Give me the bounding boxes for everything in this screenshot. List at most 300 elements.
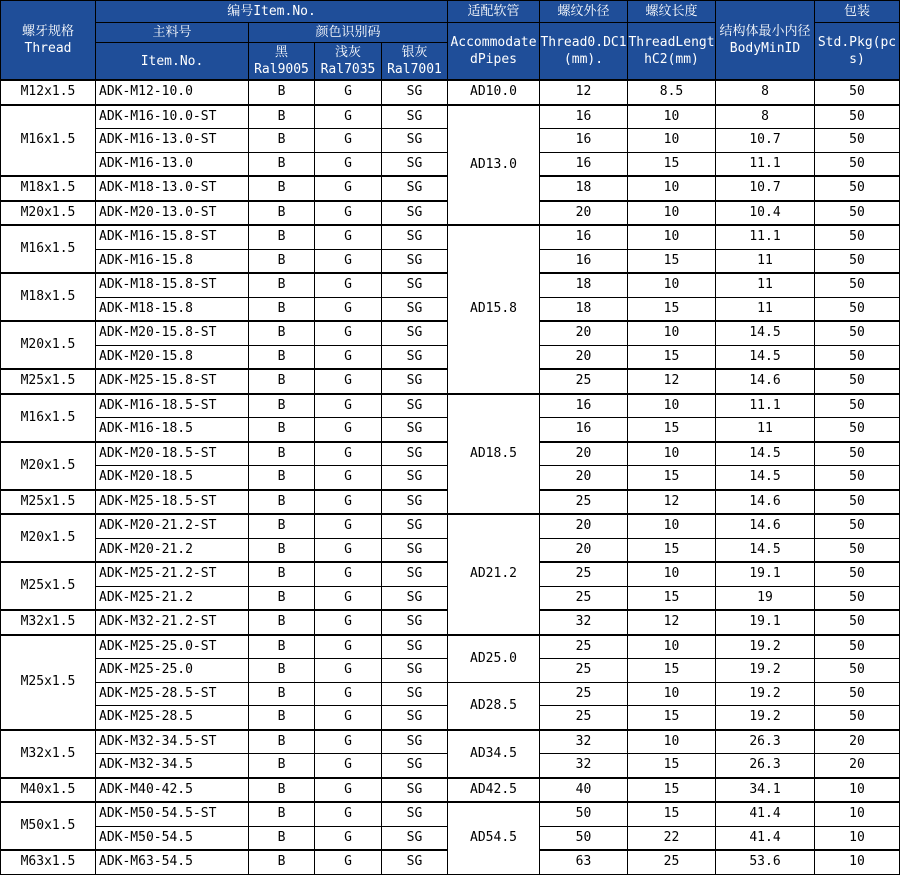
color-lightgray-cell: G: [315, 394, 382, 418]
item-no-cell: ADK-M32-21.2-ST: [96, 610, 249, 635]
thread-od-cell: 16: [540, 105, 628, 129]
thread-spec-cell: M20x1.5: [1, 201, 96, 226]
color-silver-cell: SG: [382, 129, 448, 153]
color-silver-cell: SG: [382, 635, 448, 659]
body-min-id-cell: 26.3: [716, 730, 815, 754]
std-pkg-cell: 50: [815, 321, 900, 345]
thread-length-cell: 10: [628, 129, 716, 153]
body-min-id-cell: 19.1: [716, 610, 815, 635]
color-silver-cell: SG: [382, 826, 448, 850]
color-silver-cell: SG: [382, 659, 448, 683]
thread-length-cell: 15: [628, 778, 716, 803]
std-pkg-cell: 50: [815, 249, 900, 273]
std-pkg-cell: 50: [815, 586, 900, 610]
item-no-cell: ADK-M20-15.8-ST: [96, 321, 249, 345]
color-lightgray-cell: G: [315, 105, 382, 129]
header-pkg-cn: 包装: [815, 1, 900, 23]
std-pkg-cell: 50: [815, 659, 900, 683]
header-main-item-cn: 主料号: [96, 23, 249, 43]
color-black-cell: B: [249, 176, 315, 201]
color-silver-cell: SG: [382, 297, 448, 321]
color-lightgray-cell: G: [315, 418, 382, 442]
table-row: [1, 105, 900, 129]
thread-od-cell: 20: [540, 442, 628, 466]
color-silver-cell: SG: [382, 562, 448, 586]
color-black-cell: B: [249, 418, 315, 442]
header-color-silver-cn: 银灰: [401, 45, 428, 60]
thread-length-cell: 15: [628, 345, 716, 369]
color-black-cell: B: [249, 802, 315, 826]
thread-length-cell: 10: [628, 682, 716, 706]
thread-length-cell: 15: [628, 706, 716, 730]
color-lightgray-cell: G: [315, 369, 382, 394]
color-lightgray-cell: G: [315, 466, 382, 490]
accommodated-pipe-cell: AD42.5: [448, 778, 540, 803]
thread-od-cell: 25: [540, 490, 628, 515]
thread-length-cell: 15: [628, 754, 716, 778]
color-silver-cell: SG: [382, 394, 448, 418]
item-no-cell: ADK-M32-34.5-ST: [96, 730, 249, 754]
color-lightgray-cell: G: [315, 826, 382, 850]
color-silver-cell: SG: [382, 249, 448, 273]
body-min-id-cell: 19.2: [716, 706, 815, 730]
thread-length-cell: 12: [628, 610, 716, 635]
thread-od-cell: 25: [540, 682, 628, 706]
accommodated-pipe-cell: AD18.5: [448, 394, 540, 515]
std-pkg-cell: 50: [815, 297, 900, 321]
thread-length-cell: 22: [628, 826, 716, 850]
table-row: [1, 682, 900, 706]
std-pkg-cell: 50: [815, 562, 900, 586]
color-black-cell: B: [249, 201, 315, 226]
item-no-cell: ADK-M20-18.5-ST: [96, 442, 249, 466]
body-min-id-cell: 41.4: [716, 802, 815, 826]
std-pkg-cell: 50: [815, 682, 900, 706]
color-silver-cell: SG: [382, 273, 448, 297]
thread-od-cell: 25: [540, 635, 628, 659]
body-min-id-cell: 14.5: [716, 442, 815, 466]
item-no-cell: ADK-M16-10.0-ST: [96, 105, 249, 129]
color-lightgray-cell: G: [315, 682, 382, 706]
color-silver-cell: SG: [382, 466, 448, 490]
item-no-cell: ADK-M50-54.5-ST: [96, 802, 249, 826]
color-black-cell: B: [249, 442, 315, 466]
std-pkg-cell: 20: [815, 730, 900, 754]
thread-od-cell: 16: [540, 394, 628, 418]
thread-od-cell: 50: [540, 826, 628, 850]
header-thread: [1, 1, 96, 81]
table-row: [1, 730, 900, 754]
body-min-id-cell: 11.1: [716, 152, 815, 176]
body-min-id-cell: 14.5: [716, 466, 815, 490]
color-lightgray-cell: G: [315, 514, 382, 538]
std-pkg-cell: 50: [815, 345, 900, 369]
header-color-black-ral: Ral9005: [254, 62, 309, 77]
header-len-en: ThreadLengthC2(mm): [628, 23, 716, 81]
thread-od-cell: 25: [540, 706, 628, 730]
thread-od-cell: 18: [540, 273, 628, 297]
std-pkg-cell: 50: [815, 706, 900, 730]
header-item-group: 编号Item.No.: [96, 1, 448, 23]
color-silver-cell: SG: [382, 514, 448, 538]
thread-od-cell: 32: [540, 754, 628, 778]
header-pipes-en: AccommodatedPipes: [448, 23, 540, 81]
color-lightgray-cell: G: [315, 442, 382, 466]
color-lightgray-cell: G: [315, 273, 382, 297]
std-pkg-cell: 50: [815, 394, 900, 418]
header-pipes-cn: 适配软管: [448, 1, 540, 23]
color-lightgray-cell: G: [315, 490, 382, 515]
body-min-id-cell: 10.4: [716, 201, 815, 226]
color-black-cell: B: [249, 514, 315, 538]
header-main-item-en: Item.No.: [96, 43, 249, 81]
item-no-cell: ADK-M25-15.8-ST: [96, 369, 249, 394]
item-no-cell: ADK-M16-15.8: [96, 249, 249, 273]
color-silver-cell: SG: [382, 802, 448, 826]
color-black-cell: B: [249, 152, 315, 176]
color-black-cell: B: [249, 754, 315, 778]
color-black-cell: B: [249, 850, 315, 874]
body-min-id-cell: 11: [716, 273, 815, 297]
table-row: [1, 778, 900, 803]
thread-spec-cell: M25x1.5: [1, 369, 96, 394]
item-no-cell: ADK-M12-10.0: [96, 80, 249, 105]
header-min-id: 结构体最小内径BodyMinID: [716, 1, 815, 81]
body-min-id-cell: 11.1: [716, 225, 815, 249]
color-black-cell: B: [249, 105, 315, 129]
color-lightgray-cell: G: [315, 345, 382, 369]
accommodated-pipe-cell: AD10.0: [448, 80, 540, 105]
thread-spec-cell: M20x1.5: [1, 442, 96, 490]
thread-length-cell: 10: [628, 225, 716, 249]
std-pkg-cell: 50: [815, 152, 900, 176]
color-black-cell: B: [249, 225, 315, 249]
header-thread-en: Thread: [24, 41, 72, 56]
accommodated-pipe-cell: AD13.0: [448, 105, 540, 226]
thread-spec-cell: M16x1.5: [1, 225, 96, 273]
thread-length-cell: 12: [628, 369, 716, 394]
color-silver-cell: SG: [382, 345, 448, 369]
thread-length-cell: 15: [628, 538, 716, 562]
color-lightgray-cell: G: [315, 730, 382, 754]
std-pkg-cell: 50: [815, 610, 900, 635]
color-black-cell: B: [249, 562, 315, 586]
color-lightgray-cell: G: [315, 538, 382, 562]
color-lightgray-cell: G: [315, 562, 382, 586]
std-pkg-cell: 10: [815, 826, 900, 850]
thread-length-cell: 12: [628, 490, 716, 515]
std-pkg-cell: 50: [815, 369, 900, 394]
item-no-cell: ADK-M32-34.5: [96, 754, 249, 778]
thread-length-cell: 10: [628, 176, 716, 201]
header-color-silver-ral: Ral7001: [387, 62, 442, 77]
color-lightgray-cell: G: [315, 659, 382, 683]
thread-spec-cell: M12x1.5: [1, 80, 96, 105]
color-silver-cell: SG: [382, 201, 448, 226]
body-min-id-cell: 19: [716, 586, 815, 610]
header-color-silver: [382, 43, 448, 81]
color-black-cell: B: [249, 538, 315, 562]
color-black-cell: B: [249, 80, 315, 105]
color-black-cell: B: [249, 394, 315, 418]
header-od-en: Thread0.DC1(mm).: [540, 23, 628, 81]
body-min-id-cell: 34.1: [716, 778, 815, 803]
std-pkg-cell: 50: [815, 635, 900, 659]
thread-od-cell: 50: [540, 802, 628, 826]
color-silver-cell: SG: [382, 176, 448, 201]
color-silver-cell: SG: [382, 586, 448, 610]
header-color-black-cn: 黑: [274, 45, 288, 60]
item-no-cell: ADK-M20-21.2-ST: [96, 514, 249, 538]
std-pkg-cell: 50: [815, 176, 900, 201]
table-row: [1, 635, 900, 659]
body-min-id-cell: 10.7: [716, 129, 815, 153]
accommodated-pipe-cell: AD34.5: [448, 730, 540, 778]
table-row: [1, 80, 900, 105]
body-min-id-cell: 26.3: [716, 754, 815, 778]
color-black-cell: B: [249, 826, 315, 850]
color-black-cell: B: [249, 321, 315, 345]
thread-od-cell: 25: [540, 586, 628, 610]
thread-od-cell: 20: [540, 321, 628, 345]
item-no-cell: ADK-M20-13.0-ST: [96, 201, 249, 226]
thread-od-cell: 25: [540, 562, 628, 586]
body-min-id-cell: 14.6: [716, 490, 815, 515]
color-black-cell: B: [249, 249, 315, 273]
item-no-cell: ADK-M25-18.5-ST: [96, 490, 249, 515]
table-row: [1, 394, 900, 418]
std-pkg-cell: 20: [815, 754, 900, 778]
color-lightgray-cell: G: [315, 610, 382, 635]
thread-spec-cell: M18x1.5: [1, 176, 96, 201]
item-no-cell: ADK-M25-25.0: [96, 659, 249, 683]
thread-spec-cell: M25x1.5: [1, 490, 96, 515]
body-min-id-cell: 14.5: [716, 538, 815, 562]
color-silver-cell: SG: [382, 80, 448, 105]
item-no-cell: ADK-M16-18.5-ST: [96, 394, 249, 418]
color-black-cell: B: [249, 129, 315, 153]
body-min-id-cell: 14.5: [716, 345, 815, 369]
table-row: [1, 514, 900, 538]
color-lightgray-cell: G: [315, 225, 382, 249]
body-min-id-cell: 8: [716, 80, 815, 105]
thread-length-cell: 10: [628, 635, 716, 659]
accommodated-pipe-cell: AD15.8: [448, 225, 540, 394]
thread-length-cell: 8.5: [628, 80, 716, 105]
color-black-cell: B: [249, 706, 315, 730]
body-min-id-cell: 14.6: [716, 369, 815, 394]
thread-length-cell: 10: [628, 442, 716, 466]
thread-od-cell: 16: [540, 418, 628, 442]
color-silver-cell: SG: [382, 369, 448, 394]
thread-length-cell: 25: [628, 850, 716, 874]
thread-length-cell: 15: [628, 659, 716, 683]
header-color-black: [249, 43, 315, 81]
color-silver-cell: SG: [382, 850, 448, 874]
table-row: [1, 802, 900, 826]
thread-length-cell: 15: [628, 586, 716, 610]
thread-spec-cell: M40x1.5: [1, 778, 96, 803]
accommodated-pipe-cell: AD54.5: [448, 802, 540, 874]
thread-spec-cell: M50x1.5: [1, 802, 96, 850]
header-color-lightgray-cn: 浅灰: [334, 45, 361, 60]
body-min-id-cell: 14.6: [716, 514, 815, 538]
item-no-cell: ADK-M16-15.8-ST: [96, 225, 249, 249]
thread-od-cell: 20: [540, 201, 628, 226]
color-silver-cell: SG: [382, 754, 448, 778]
body-min-id-cell: 14.5: [716, 321, 815, 345]
color-lightgray-cell: G: [315, 802, 382, 826]
thread-length-cell: 15: [628, 152, 716, 176]
color-black-cell: B: [249, 297, 315, 321]
std-pkg-cell: 50: [815, 225, 900, 249]
std-pkg-cell: 50: [815, 490, 900, 515]
thread-od-cell: 25: [540, 659, 628, 683]
item-no-cell: ADK-M40-42.5: [96, 778, 249, 803]
item-no-cell: ADK-M18-15.8: [96, 297, 249, 321]
color-lightgray-cell: G: [315, 850, 382, 874]
color-silver-cell: SG: [382, 418, 448, 442]
header-thread-cn: 螺牙规格: [21, 24, 74, 39]
thread-spec-cell: M63x1.5: [1, 850, 96, 874]
color-black-cell: B: [249, 730, 315, 754]
color-lightgray-cell: G: [315, 152, 382, 176]
header-od-cn: 螺纹外径: [540, 1, 628, 23]
color-black-cell: B: [249, 466, 315, 490]
thread-length-cell: 15: [628, 466, 716, 490]
color-lightgray-cell: G: [315, 201, 382, 226]
body-min-id-cell: 11.1: [716, 394, 815, 418]
item-no-cell: ADK-M20-15.8: [96, 345, 249, 369]
color-black-cell: B: [249, 635, 315, 659]
accommodated-pipe-cell: AD25.0: [448, 635, 540, 683]
item-no-cell: ADK-M18-15.8-ST: [96, 273, 249, 297]
item-no-cell: ADK-M16-13.0: [96, 152, 249, 176]
thread-length-cell: 10: [628, 273, 716, 297]
thread-od-cell: 32: [540, 610, 628, 635]
std-pkg-cell: 50: [815, 442, 900, 466]
item-no-cell: ADK-M20-21.2: [96, 538, 249, 562]
color-silver-cell: SG: [382, 152, 448, 176]
color-lightgray-cell: G: [315, 129, 382, 153]
color-silver-cell: SG: [382, 225, 448, 249]
body-min-id-cell: 19.2: [716, 659, 815, 683]
thread-length-cell: 15: [628, 418, 716, 442]
color-lightgray-cell: G: [315, 297, 382, 321]
thread-spec-cell: M25x1.5: [1, 562, 96, 610]
std-pkg-cell: 50: [815, 418, 900, 442]
item-no-cell: ADK-M18-13.0-ST: [96, 176, 249, 201]
color-silver-cell: SG: [382, 778, 448, 803]
color-silver-cell: SG: [382, 538, 448, 562]
body-min-id-cell: 11: [716, 297, 815, 321]
accommodated-pipe-cell: AD21.2: [448, 514, 540, 635]
thread-length-cell: 15: [628, 249, 716, 273]
std-pkg-cell: 10: [815, 778, 900, 803]
table-body: [1, 80, 900, 874]
thread-od-cell: 16: [540, 249, 628, 273]
color-black-cell: B: [249, 345, 315, 369]
header-color-code: 颜色识别码: [249, 23, 448, 43]
thread-length-cell: 15: [628, 297, 716, 321]
thread-od-cell: 16: [540, 129, 628, 153]
color-lightgray-cell: G: [315, 778, 382, 803]
item-no-cell: ADK-M25-28.5: [96, 706, 249, 730]
thread-spec-cell: M32x1.5: [1, 730, 96, 778]
std-pkg-cell: 10: [815, 802, 900, 826]
thread-od-cell: 25: [540, 369, 628, 394]
thread-od-cell: 18: [540, 176, 628, 201]
header-pkg-en: Std.Pkg(pcs): [815, 23, 900, 81]
color-lightgray-cell: G: [315, 249, 382, 273]
thread-length-cell: 10: [628, 321, 716, 345]
color-silver-cell: SG: [382, 610, 448, 635]
color-black-cell: B: [249, 586, 315, 610]
thread-od-cell: 63: [540, 850, 628, 874]
accommodated-pipe-cell: AD28.5: [448, 682, 540, 730]
body-min-id-cell: 19.2: [716, 682, 815, 706]
item-no-cell: ADK-M20-18.5: [96, 466, 249, 490]
color-silver-cell: SG: [382, 442, 448, 466]
thread-spec-cell: M32x1.5: [1, 610, 96, 635]
thread-length-cell: 10: [628, 514, 716, 538]
thread-spec-cell: M25x1.5: [1, 635, 96, 730]
body-min-id-cell: 19.2: [716, 635, 815, 659]
header-color-lightgray-ral: Ral7035: [320, 62, 376, 77]
thread-length-cell: 10: [628, 201, 716, 226]
header-color-lightgray: [315, 43, 382, 81]
item-no-cell: ADK-M25-28.5-ST: [96, 682, 249, 706]
thread-length-cell: 10: [628, 394, 716, 418]
thread-od-cell: 32: [540, 730, 628, 754]
color-silver-cell: SG: [382, 682, 448, 706]
thread-od-cell: 20: [540, 538, 628, 562]
std-pkg-cell: 50: [815, 514, 900, 538]
color-black-cell: B: [249, 490, 315, 515]
thread-od-cell: 16: [540, 225, 628, 249]
thread-od-cell: 12: [540, 80, 628, 105]
thread-od-cell: 40: [540, 778, 628, 803]
color-black-cell: B: [249, 610, 315, 635]
body-min-id-cell: 10.7: [716, 176, 815, 201]
body-min-id-cell: 11: [716, 418, 815, 442]
color-black-cell: B: [249, 369, 315, 394]
color-silver-cell: SG: [382, 706, 448, 730]
body-min-id-cell: 53.6: [716, 850, 815, 874]
item-no-cell: ADK-M16-18.5: [96, 418, 249, 442]
color-lightgray-cell: G: [315, 80, 382, 105]
thread-od-cell: 20: [540, 466, 628, 490]
color-lightgray-cell: G: [315, 635, 382, 659]
body-min-id-cell: 11: [716, 249, 815, 273]
thread-spec-cell: M20x1.5: [1, 321, 96, 369]
thread-od-cell: 18: [540, 297, 628, 321]
color-silver-cell: SG: [382, 490, 448, 515]
header-len-cn: 螺纹长度: [628, 1, 716, 23]
color-silver-cell: SG: [382, 730, 448, 754]
color-black-cell: B: [249, 778, 315, 803]
table-row: [1, 225, 900, 249]
thread-spec-cell: M18x1.5: [1, 273, 96, 321]
body-min-id-cell: 19.1: [716, 562, 815, 586]
color-silver-cell: SG: [382, 321, 448, 345]
color-black-cell: B: [249, 659, 315, 683]
thread-spec-cell: M16x1.5: [1, 394, 96, 442]
std-pkg-cell: 50: [815, 80, 900, 105]
color-black-cell: B: [249, 273, 315, 297]
std-pkg-cell: 50: [815, 201, 900, 226]
item-no-cell: ADK-M25-21.2-ST: [96, 562, 249, 586]
